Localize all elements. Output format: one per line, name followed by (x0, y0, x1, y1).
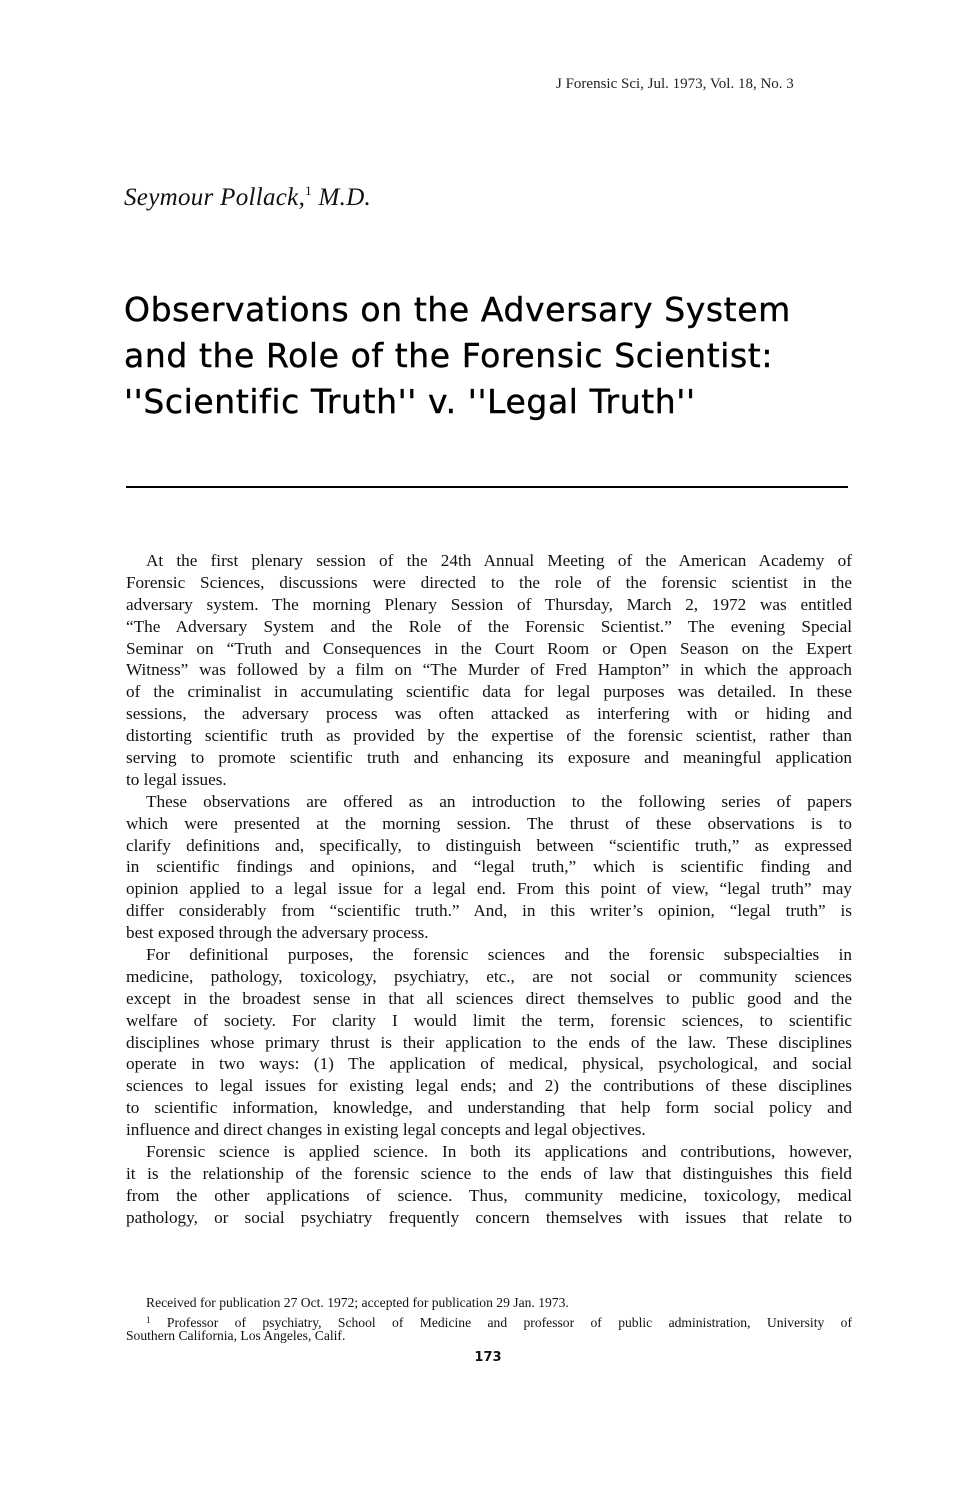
text-line: in scientific findings and opinions, and “legal truth,” which is scientific finding and (126, 857, 852, 877)
title-divider (126, 486, 848, 488)
footnotes (126, 1295, 852, 1345)
text-line: operate in two ways: (1) The application of medical, physical, psychological, and social (126, 1054, 852, 1074)
text-line: distorting scientific truth as provided by the expertise of the forensic scientist, rather than (126, 726, 852, 746)
text-line: differ considerably from “scientific truth.” And, in this writer’s opinion, “legal truth” is (126, 901, 852, 921)
text-line: best exposed through the adversary process. (126, 923, 429, 943)
text-line: For definitional purposes, the forensic sciences and the forensic subspecialties in (146, 945, 852, 965)
text-line: adversary system. The morning Plenary Session of Thursday, March 2, 1972 was entitled (126, 594, 852, 614)
paragraph-3 (126, 944, 852, 1141)
article-title (124, 287, 791, 425)
title-line: ''Scientific Truth'' v. ''Legal Truth'' (124, 382, 696, 421)
paragraph-4 (126, 1141, 852, 1229)
footnote-1-text: Professor of psychiatry, School of Medicine and professor of public administration, University of (166, 1314, 853, 1330)
article-body (126, 550, 852, 1229)
received-note: Received for publication 27 Oct. 1972; accepted for publication 29 Jan. 1973. (146, 1295, 569, 1310)
text-line: “The Adversary System and the Role of the Forensic Scientist.” The evening Special (126, 616, 852, 636)
text-line: clarify definitions and, specifically, to distinguish between “scientific truth,” as expressed (126, 835, 852, 855)
text-line: disciplines whose primary thrust is their application to the ends of the law. These disciplines (126, 1032, 852, 1052)
text-line: welfare of society. For clarity I would limit the term, forensic sciences, to scientific (126, 1010, 852, 1030)
paragraph-2 (126, 791, 852, 944)
text-line: serving to promote scientific truth and enhancing its exposure and meaningful application (126, 748, 852, 768)
text-line: influence and direct changes in existing legal concepts and legal objectives. (126, 1120, 646, 1140)
page-number: 173 (474, 1350, 502, 1365)
journal-citation: J Forensic Sci, Jul. 1973, Vol. 18, No. 3 (556, 76, 794, 92)
text-line: Forensic science is applied science. In both its applications and contributions, however, (146, 1142, 852, 1162)
text-line: which were presented at the morning session. The thrust of these observations is to (126, 813, 852, 833)
author-byline (124, 183, 371, 212)
text-line: Forensic Sciences, discussions were directed to the role of the forensic scientist in the (126, 572, 852, 592)
text-line: except in the broadest sense in that all sciences direct themselves to public good and the (126, 988, 852, 1008)
text-line: sessions, the adversary process was often attacked as interfering with or hiding and (126, 704, 852, 724)
text-line: it is the relationship of the forensic science to the ends of law that distinguishes this field (126, 1163, 852, 1183)
text-line: pathology, or social psychiatry frequently concern themselves with issues that relate to (126, 1207, 852, 1227)
title-line: Observations on the Adversary System (124, 290, 791, 329)
author-degree: M.D. (318, 184, 372, 211)
title-line: and the Role of the Forensic Scientist: (124, 336, 774, 375)
footnote-1-continued: Southern California, Los Angeles, Calif. (126, 1328, 346, 1343)
text-line: of the criminalist in accumulating scientific data for legal purposes was detailed. In these (126, 682, 852, 702)
footnote-mark: 1 (146, 1314, 151, 1325)
text-line: to legal issues. (126, 769, 227, 789)
text-line: to scientific information, knowledge, and understanding that help form social policy and (126, 1098, 852, 1118)
text-line: opinion applied to a legal issue for a legal end. From this point of view, “legal truth” may (126, 879, 852, 899)
text-line: Witness” was followed by a film on “The Murder of Fred Hampton” in which the approach (126, 660, 852, 680)
text-line: sciences to legal issues for existing legal ends; and 2) the contributions of these disciplines (126, 1076, 852, 1096)
text-line: medicine, pathology, toxicology, psychiatry, etc., are not social or community sciences (126, 966, 852, 986)
text-line: Seminar on “Truth and Consequences in the Court Room or Open Season on the Expert (126, 638, 852, 658)
text-line: from the other applications of science. Thus, community medicine, toxicology, medical (126, 1185, 852, 1205)
footnote-1 (126, 1312, 852, 1329)
author-name: Seymour Pollack, (124, 184, 306, 211)
paragraph-1 (126, 550, 852, 791)
text-line: At the first plenary session of the 24th Annual Meeting of the American Academy of (146, 551, 852, 570)
author-footnote-mark: 1 (305, 183, 312, 198)
text-line: These observations are offered as an introduction to the following series of papers (146, 791, 852, 811)
